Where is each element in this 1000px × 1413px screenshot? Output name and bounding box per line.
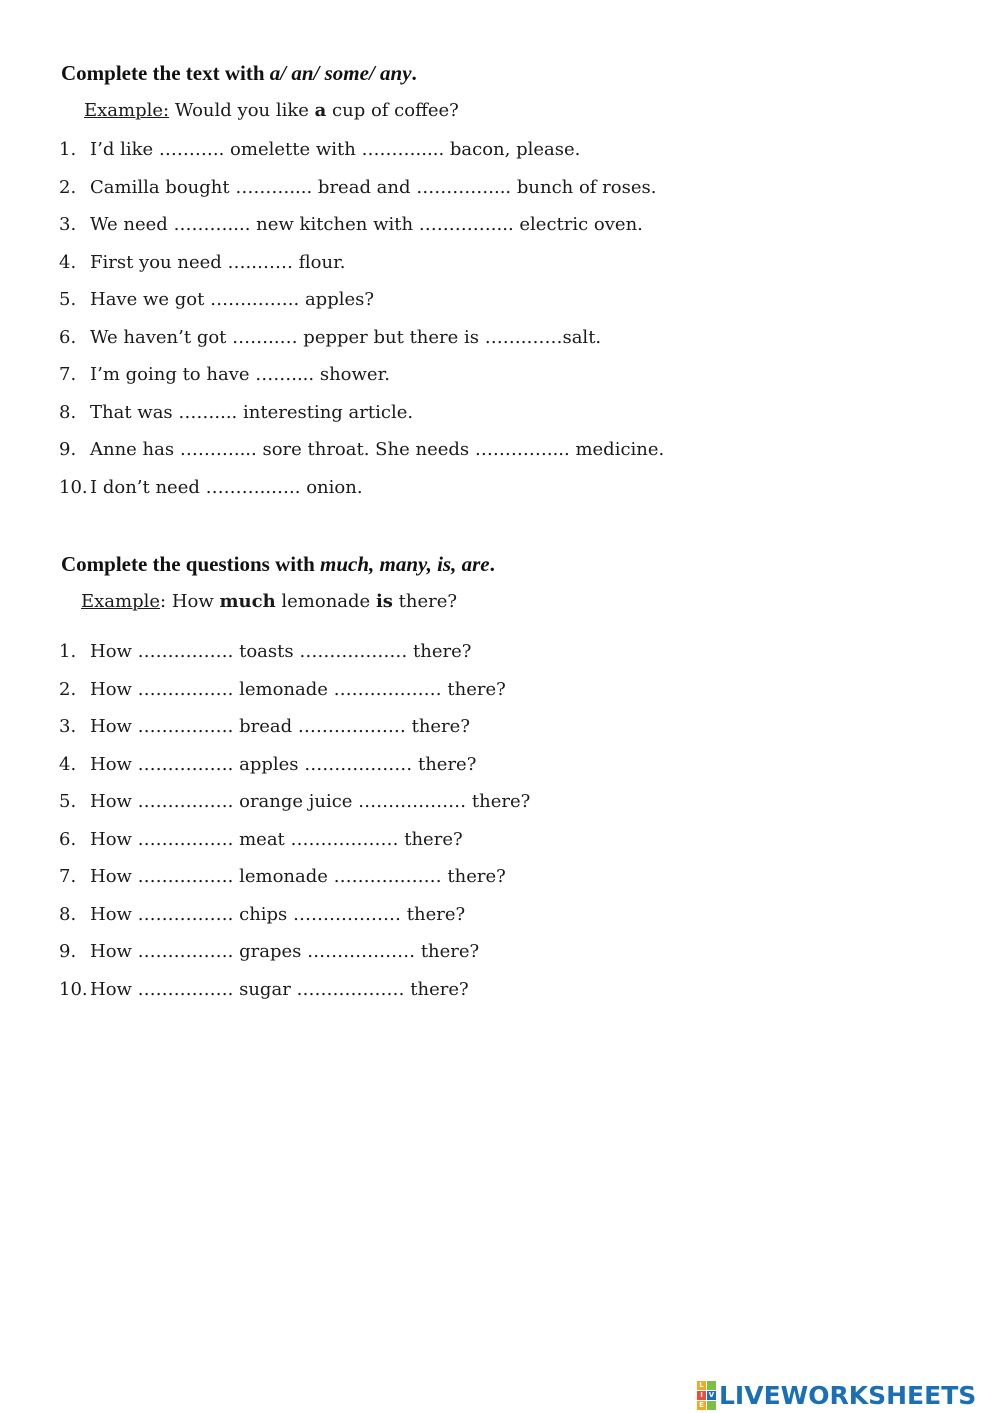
item-text: I don’t need ………..….. onion. — [90, 476, 363, 498]
exercise-item — [59, 866, 506, 887]
liveworksheets-logo[interactable] — [697, 1378, 976, 1412]
section2-heading — [61, 552, 495, 577]
item-text: How ……………. chips ……………… there? — [90, 903, 466, 925]
exercise-item — [59, 754, 476, 775]
exercise-item — [59, 177, 656, 198]
item-text: Have we got …….…….. apples? — [90, 289, 375, 310]
item-text: We need ……….... new kitchen with ………….... electric oven. — [90, 214, 643, 235]
item-number: 8. — [59, 401, 77, 423]
item-text: How ……………. lemonade ……………… there? — [90, 678, 506, 700]
logo-block: V — [708, 1390, 715, 1399]
item-number: 5. — [59, 289, 77, 310]
exercise-item — [59, 214, 643, 235]
item-number: 2. — [59, 176, 77, 198]
item-number: 7. — [59, 866, 77, 887]
logo-block — [707, 1381, 716, 1390]
exercise-item — [59, 791, 530, 812]
section1-heading-italic: a/ an/ some/ any — [269, 61, 412, 85]
section1-heading-suffix: . — [411, 61, 417, 85]
section2-heading-suffix: . — [489, 552, 495, 576]
example-text: cup of coffee? — [326, 100, 459, 121]
section2-heading-italic: much, many, is, are — [320, 552, 490, 576]
exercise-item — [59, 477, 363, 498]
logo-text: LIVEWORKSHEETS — [719, 1380, 977, 1410]
example-bold: a — [314, 100, 327, 121]
item-number: 2. — [59, 678, 77, 700]
item-text: How ……………. orange juice ……………… there? — [90, 791, 531, 812]
item-number: 9. — [59, 941, 77, 962]
item-number: 3. — [59, 716, 77, 737]
section1-example — [84, 100, 459, 121]
exercise-item — [59, 641, 471, 662]
example-bold: much — [219, 591, 276, 612]
exercise-item — [59, 904, 465, 925]
logo-block: I — [697, 1391, 706, 1400]
item-number: 8. — [59, 903, 77, 925]
exercise-item — [59, 364, 390, 385]
item-text: How ……………. toasts ……………… there? — [90, 641, 472, 662]
item-text: How ……………. bread ……………… there? — [90, 716, 470, 737]
item-text: First you need …..…… flour. — [90, 251, 346, 273]
exercise-item — [59, 289, 374, 310]
item-text: How ……………. meat ……………… there? — [90, 828, 463, 850]
logo-block: E — [697, 1401, 706, 1410]
item-number: 9. — [59, 439, 77, 460]
item-number: 4. — [59, 753, 77, 775]
example-label: Example: — [84, 100, 170, 121]
item-text: How ……………. apples ……………… there? — [90, 753, 477, 775]
exercise-item — [59, 716, 470, 737]
item-text: Anne has ……….... sore throat. She needs ………….... medicine. — [90, 439, 665, 460]
exercise-item — [59, 252, 345, 273]
item-number: 6. — [59, 326, 77, 348]
item-number: 10. — [59, 978, 88, 1000]
item-number: 10. — [59, 476, 88, 498]
exercise-item — [59, 829, 463, 850]
item-number: 3. — [59, 214, 77, 235]
example-text: there? — [392, 591, 458, 612]
section2-example — [81, 591, 457, 612]
example-text: lemonade — [275, 591, 376, 612]
item-text: Camilla bought ……….... bread and ………….... bunch of roses. — [90, 176, 657, 198]
exercise-item — [59, 679, 506, 700]
exercise-item — [59, 979, 469, 1000]
section1-heading-prefix: Complete the text with — [61, 61, 270, 85]
item-text: How ……………. grapes ……………… there? — [90, 941, 480, 962]
item-number: 5. — [59, 791, 77, 812]
item-text: We haven’t got ……..… pepper but there is …….……salt. — [90, 326, 602, 348]
exercise-item — [59, 402, 413, 423]
item-number: 1. — [59, 139, 77, 160]
example-bold: is — [375, 591, 393, 612]
logo-block — [707, 1401, 716, 1410]
exercise-item — [59, 439, 664, 460]
section1-heading — [61, 61, 417, 86]
item-number: 7. — [59, 364, 77, 385]
item-text: I’d like ……….. omelette with ………..... bacon, please. — [90, 139, 581, 160]
exercise-item — [59, 941, 479, 962]
item-text: How ……………. sugar ……………… there? — [90, 978, 469, 1000]
section2-heading-prefix: Complete the questions with — [61, 552, 321, 576]
item-text: That was …….... interesting article. — [90, 401, 414, 423]
example-text: Would you like — [169, 100, 315, 121]
item-number: 6. — [59, 828, 77, 850]
item-text: How ……………. lemonade ……………… there? — [90, 866, 506, 887]
exercise-item — [59, 139, 580, 160]
example-label: Example — [81, 591, 161, 612]
exercise-item — [59, 327, 601, 348]
item-number: 1. — [59, 641, 77, 662]
item-text: I’m going to have …….... shower. — [90, 364, 390, 385]
liveworksheets-logo-icon — [697, 1381, 716, 1410]
logo-block: L — [697, 1381, 706, 1390]
example-text: : How — [160, 591, 220, 612]
item-number: 4. — [59, 251, 77, 273]
